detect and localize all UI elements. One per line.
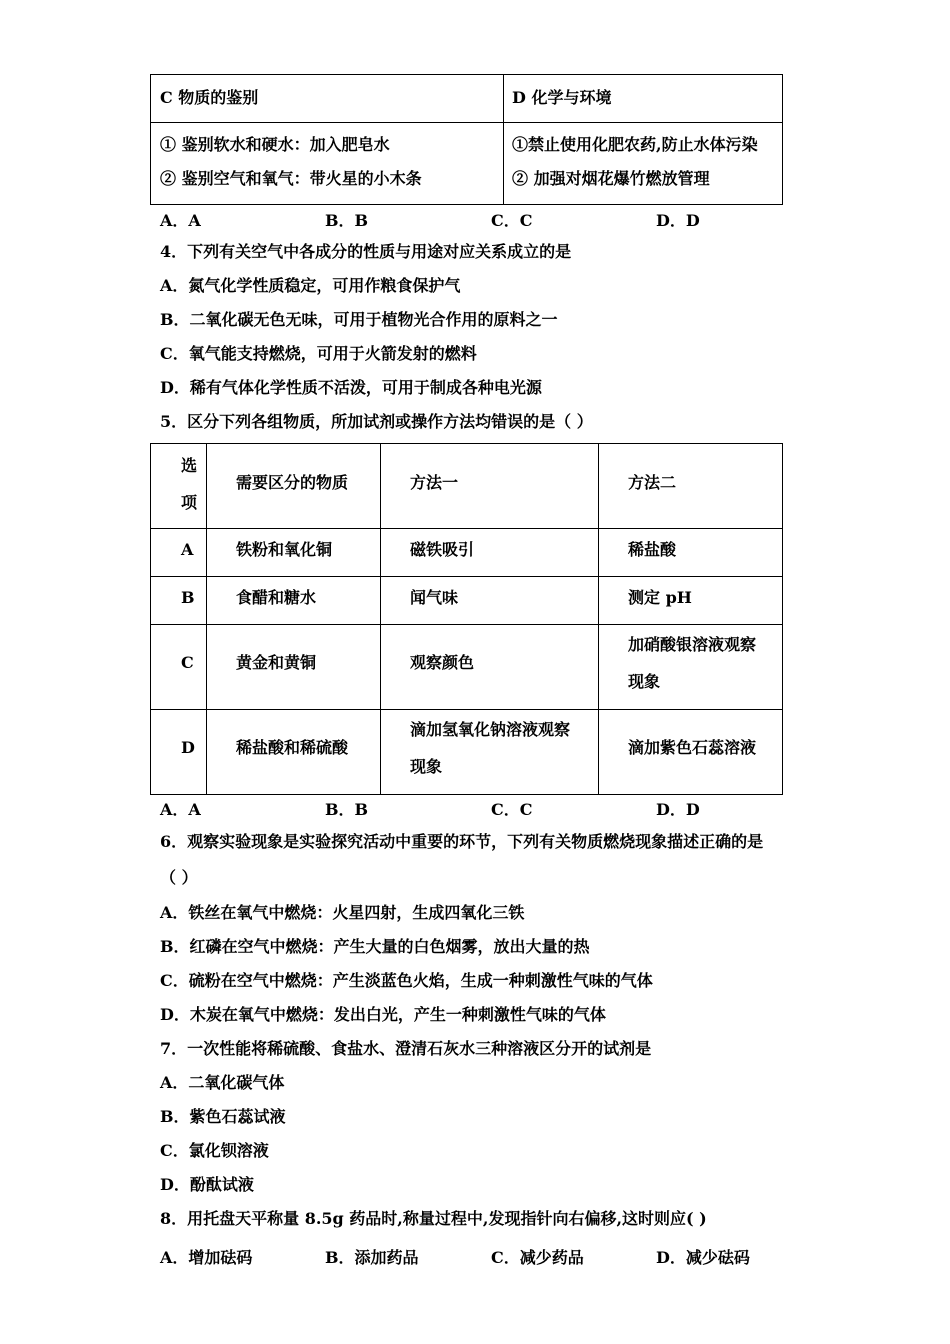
table1-d-item-2: ② 加强对烟花爆竹燃放管理 [512,169,710,188]
q6-stem-line1: 6．观察实验现象是实验探究活动中重要的环节，下列有关物质燃烧现象描述正确的是 [160,832,764,851]
table1-d-item-1: ①禁止使用化肥农药,防止水体污染 [512,135,758,154]
q4-option-a: A．氮气化学性质稳定，可用作粮食保护气 [160,276,461,295]
q4-option-b: B．二氧化碳无色无味，可用于植物光合作用的原料之一 [160,310,558,329]
row-a-substances: 铁粉和氧化铜 [236,540,333,559]
row-d-substances: 稀盐酸和稀硫酸 [236,738,349,757]
header-method1: 方法一 [410,473,459,492]
q7-option-d: D．酚酞试液 [160,1175,254,1194]
table1-c-item-1: ① 鉴别软水和硬水：加入肥皂水 [160,135,390,154]
header-method2: 方法二 [628,473,677,492]
q8-option-c: C．减少药品 [491,1248,584,1267]
q4-option-d: D．稀有气体化学性质不活泼，可用于制成各种电光源 [160,378,542,397]
row-d-method1-line2: 现象 [410,757,443,776]
q6-option-b: B．红磷在空气中燃烧：产生大量的白色烟雾，放出大量的热 [160,937,590,956]
table1-header-c: C 物质的鉴别 [160,88,259,107]
row-c-method2-line2: 现象 [628,672,661,691]
q7-option-a: A．二氧化碳气体 [160,1073,285,1092]
row-c-method1: 观察颜色 [410,653,475,672]
q7-option-c: C．氯化钡溶液 [160,1141,269,1160]
row-b-method1: 闻气味 [410,588,459,607]
row-d-option: D [181,738,195,757]
q8-stem: 8．用托盘天平称量 8.5g 药品时,称量过程中,发现指针向右偏移,这时则应( ) [160,1209,707,1228]
row-b-option: B [181,588,195,607]
q3-option-a: A．A [160,211,201,230]
table1-header-d: D 化学与环境 [512,88,612,107]
header-option-2: 项 [181,493,198,512]
table1-c-item-2: ② 鉴别空气和氧气：带火星的小木条 [160,169,422,188]
row-b-substances: 食醋和糖水 [236,588,317,607]
table-c-d [150,74,783,205]
row-a-option: A [181,540,194,559]
row-c-option: C [181,653,194,672]
row-a-method1: 磁铁吸引 [410,540,475,559]
q6-stem-line2: （ ） [160,868,198,887]
q5-stem: 5．区分下列各组物质，所加试剂或操作方法均错误的是（ ） [160,412,593,431]
q5-option-d: D．D [656,800,700,819]
row-b-method2: 测定 pH [628,588,692,607]
q6-option-a: A．铁丝在氧气中燃烧：火星四射，生成四氧化三铁 [160,903,525,922]
q4-stem: 4．下列有关空气中各成分的性质与用途对应关系成立的是 [160,242,572,261]
q6-option-c: C．硫粉在空气中燃烧：产生淡蓝色火焰，生成一种刺激性气味的气体 [160,971,653,990]
q8-option-d: D．减少砝码 [656,1248,750,1267]
q5-table [150,443,783,795]
q8-option-b: B．添加药品 [325,1248,419,1267]
q3-option-c: C．C [491,211,533,230]
q5-option-b: B．B [325,800,369,819]
row-d-method1-line1: 滴加氢氧化钠溶液观察 [410,720,571,739]
row-c-method2-line1: 加硝酸银溶液观察 [628,635,757,654]
q7-stem: 7．一次性能将稀硫酸、食盐水、澄清石灰水三种溶液区分开的试剂是 [160,1039,652,1058]
q4-option-c: C．氧气能支持燃烧，可用于火箭发射的燃料 [160,344,477,363]
q3-option-d: D．D [656,211,700,230]
row-c-substances: 黄金和黄铜 [236,653,317,672]
q3-option-b: B．B [325,211,369,230]
header-option-1: 选 [181,456,198,475]
q6-option-d: D．木炭在氧气中燃烧：发出白光，产生一种刺激性气味的气体 [160,1005,606,1024]
q8-option-a: A．增加砝码 [160,1248,253,1267]
header-substances: 需要区分的物质 [236,473,349,492]
row-d-method2: 滴加紫色石蕊溶液 [628,738,757,757]
q7-option-b: B．紫色石蕊试液 [160,1107,286,1126]
q5-option-a: A．A [160,800,201,819]
row-a-method2: 稀盐酸 [628,540,677,559]
q5-option-c: C．C [491,800,533,819]
